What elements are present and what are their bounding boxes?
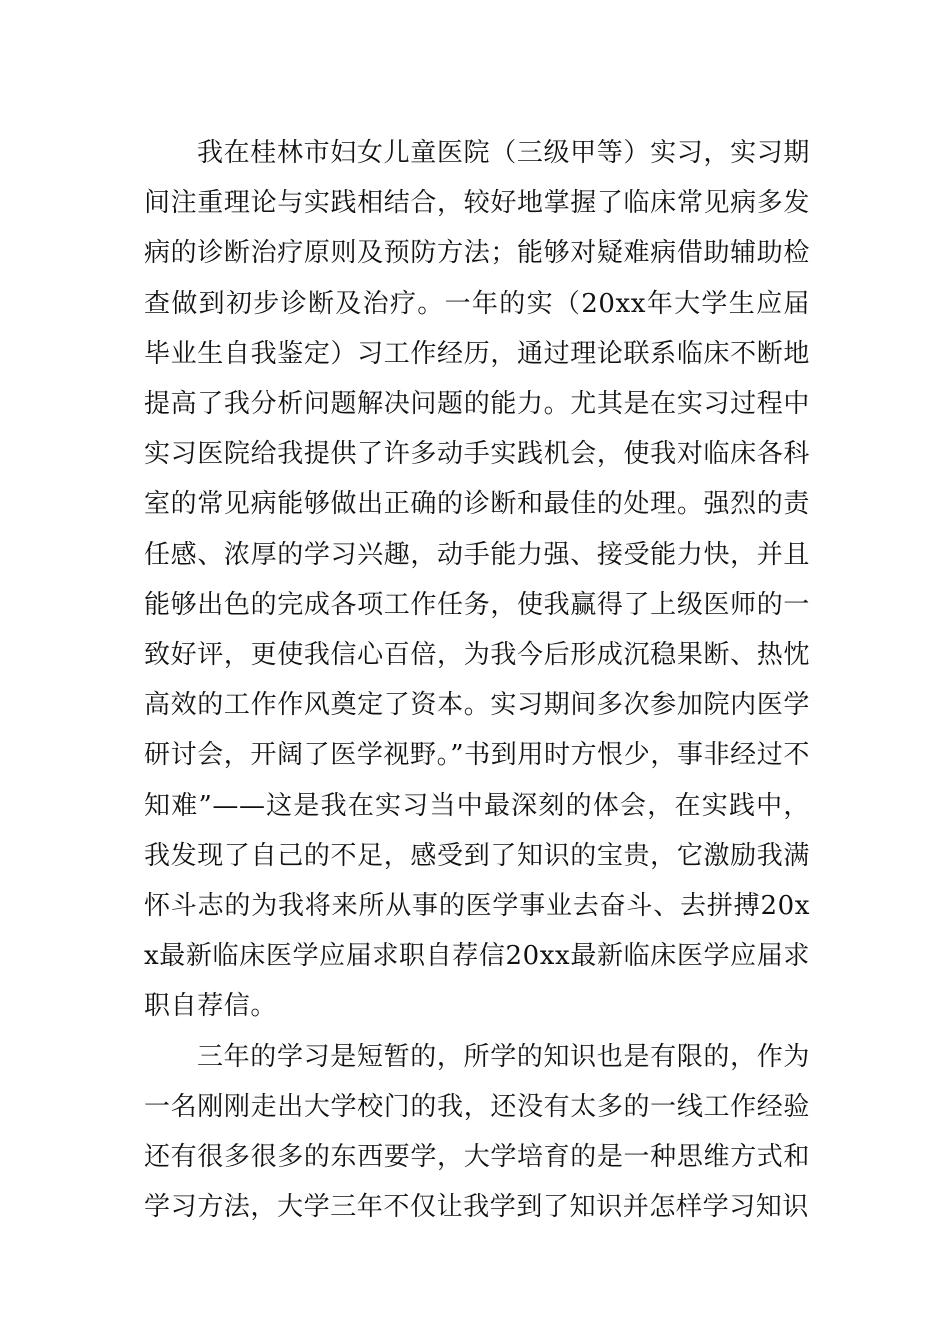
paragraph-study: 三年的学习是短暂的，所学的知识也是有限的，作为一名刚刚走出大学校门的我，还没有太多的一线工作经验还有很多很多的东西要学，大学培育的是一种思维方式和学习方法，大学三年不仅让我学到了知识并怎样学习知识	[144, 1041, 810, 1223]
document-body	[144, 128, 810, 1232]
paragraph-internship: 我在桂林市妇女儿童医院（三级甲等）实习，实习期间注重理论与实践相结合，较好地掌握了临床常见病多发病的诊断治疗原则及预防方法；能够对疑难病借助辅助检查做到初步诊断及治疗。一年的实（20xx年大学生应届毕业生自我鉴定）习工作经历，通过理论联系临床不断地提高了我分析问题解决问题的能力。尤其是在实习过程中实习医院给我提供了许多动手实践机会，使我对临床各科室的常见病能够做出正确的诊断和最佳的处理。强烈的责任感、浓厚的学习兴趣，动手能力强、接受能力快，并且能够出色的完成各项工作任务，使我赢得了上级医师的一致好评，更使我信心百倍，为我今后形成沉稳果断、热忱高效的工作作风奠定了资本。实习期间多次参加院内医学研讨会，开阔了医学视野。”书到用时方恨少，事非经过不知难”——这是我在实习当中最深刻的体会，在实践中，我发现了自己的不足，感受到了知识的宝贵，它激励我满怀斗志的为我将来所从事的医学事业去奋斗、去拼搏20xx最新临床医学应届求职自荐信20xx最新临床医学应届求职自荐信。	[144, 138, 810, 1022]
